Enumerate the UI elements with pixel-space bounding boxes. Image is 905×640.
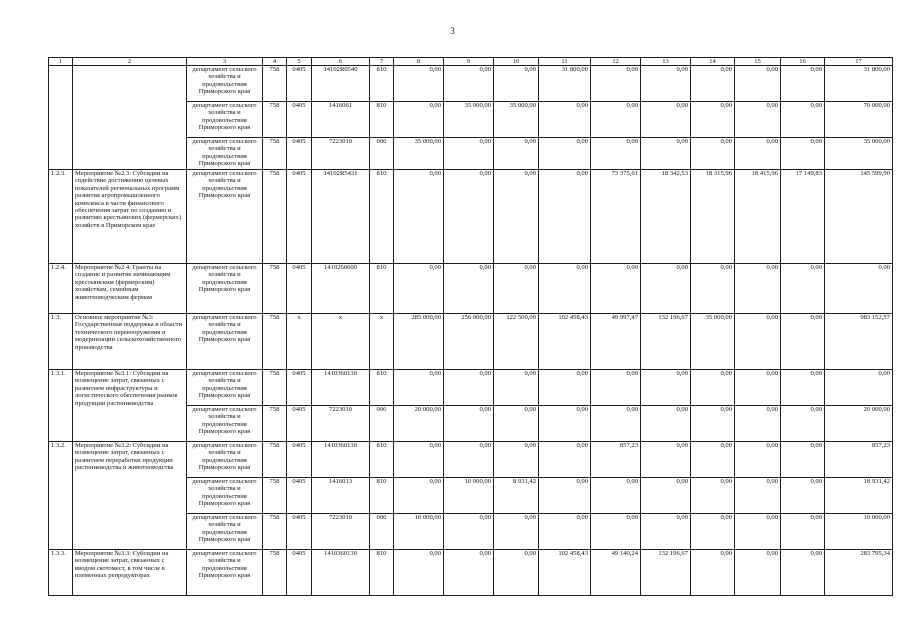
amount-cell: 0,00 [539, 514, 591, 550]
amount-cell: 8 931,42 [494, 478, 539, 514]
amount-cell: 49 140,24 [591, 550, 641, 596]
amount-cell: 10 000,00 [825, 514, 893, 550]
header-cell: 15 [735, 58, 781, 66]
amount-cell: 0,00 [691, 550, 735, 596]
amount-cell: 0,00 [494, 170, 539, 264]
amount-cell: 0,00 [781, 66, 825, 102]
header-cell: 2 [73, 58, 187, 66]
measure-name: Основное мероприятие №3: Государственная поддержка в области технического перевооружения и модернизации сельскохозяйственного производства [73, 314, 187, 370]
budget-code-6: 7223010 [312, 406, 370, 442]
amount-cell: 0,00 [494, 442, 539, 478]
budget-code-6: 1416013 [312, 478, 370, 514]
department: департамент сельского хозяйства и продовольствия Приморского края [187, 442, 263, 478]
amount-cell: 0,00 [494, 406, 539, 442]
row-code: 1.3.1. [49, 370, 73, 442]
budget-code-5: 0405 [287, 102, 312, 138]
amount-cell: 0,00 [394, 442, 444, 478]
amount-cell: 0,00 [691, 66, 735, 102]
amount-cell: 0,00 [735, 138, 781, 170]
amount-cell: 0,00 [641, 406, 691, 442]
amount-cell: 102 458,43 [539, 314, 591, 370]
department: департамент сельского хозяйства и продовольствия Приморского края [187, 264, 263, 314]
budget-code-5: 0405 [287, 370, 312, 406]
amount-cell: 0,00 [444, 170, 494, 264]
amount-cell: 0,00 [494, 66, 539, 102]
amount-cell: 0,00 [735, 370, 781, 406]
budget-code-5: 0405 [287, 514, 312, 550]
header-cell: 9 [444, 58, 494, 66]
budget-code-4: 758 [263, 170, 287, 264]
measure-name: Мероприятие №2.3: Субсидии на содействие достижению целевых показателей региональных программ развития агропромышленного комплекса в части финансового обеспечения затрат по созданию и развитию крестьянских (фермерских) хозяйств в Приморском крае [73, 170, 187, 264]
table-row [49, 314, 893, 370]
amount-cell: 0,00 [591, 138, 641, 170]
header-cell: 13 [641, 58, 691, 66]
budget-code-6: 1410360130 [312, 550, 370, 596]
budget-code-5: 0405 [287, 406, 312, 442]
amount-cell: 10 000,00 [394, 514, 444, 550]
header-cell: 12 [591, 58, 641, 66]
amount-cell: 0,00 [444, 370, 494, 406]
budget-code-7: 810 [370, 170, 394, 264]
measure-name: Мероприятие №3.2: Субсидии на возмещение затрат, связанных с развитием переработки продукции растениеводства и животноводства [73, 442, 187, 550]
amount-cell: 0,00 [825, 370, 893, 406]
budget-code-7: 810 [370, 550, 394, 596]
row-code: 1.2.3. [49, 170, 73, 264]
budget-code-7: 810 [370, 66, 394, 102]
measure-name: Мероприятие №2.4: Гранты на создание и развитие начинающим крестьянским (фермерским) хозяйствам, семейным животноводческим фермам [73, 264, 187, 314]
budget-table [48, 57, 893, 596]
amount-cell: 35 000,00 [394, 138, 444, 170]
amount-cell: 0,00 [641, 138, 691, 170]
amount-cell: 256 000,00 [444, 314, 494, 370]
budget-code-5: 0405 [287, 138, 312, 170]
amount-cell: 0,00 [591, 514, 641, 550]
amount-cell: 0,00 [494, 138, 539, 170]
amount-cell: 122 500,00 [494, 314, 539, 370]
department: департамент сельского хозяйства и продовольствия Приморского края [187, 66, 263, 102]
budget-code-7: 006 [370, 406, 394, 442]
row-code: 1.3. [49, 314, 73, 370]
amount-cell: 132 196,67 [641, 550, 691, 596]
amount-cell: 0,00 [444, 264, 494, 314]
header-cell: 8 [394, 58, 444, 66]
amount-cell: 0,00 [641, 102, 691, 138]
amount-cell: 0,00 [444, 138, 494, 170]
budget-code-7: 810 [370, 442, 394, 478]
amount-cell: 0,00 [494, 264, 539, 314]
amount-cell: 31 800,00 [539, 66, 591, 102]
amount-cell: 0,00 [735, 550, 781, 596]
amount-cell: 0,00 [691, 406, 735, 442]
header-cell: 3 [187, 58, 263, 66]
budget-code-7: 810 [370, 264, 394, 314]
amount-cell: 0,00 [444, 550, 494, 596]
amount-cell: 0,00 [539, 138, 591, 170]
amount-cell: 17 149,83 [781, 170, 825, 264]
amount-cell: 0,00 [735, 442, 781, 478]
department: департамент сельского хозяйства и продовольствия Приморского края [187, 314, 263, 370]
budget-code-6: 14102R0540 [312, 66, 370, 102]
amount-cell: 0,00 [641, 478, 691, 514]
amount-cell: 18 342,53 [641, 170, 691, 264]
budget-code-4: 758 [263, 138, 287, 170]
department: департамент сельского хозяйства и продовольствия Приморского края [187, 102, 263, 138]
amount-cell: 0,00 [781, 138, 825, 170]
amount-cell: 0,00 [735, 102, 781, 138]
amount-cell: 857,23 [825, 442, 893, 478]
amount-cell: 0,00 [591, 406, 641, 442]
amount-cell: 283 795,34 [825, 550, 893, 596]
amount-cell: 0,00 [539, 170, 591, 264]
amount-cell: 0,00 [444, 514, 494, 550]
amount-cell: 102 458,43 [539, 550, 591, 596]
amount-cell: 0,00 [781, 314, 825, 370]
amount-cell: 0,00 [539, 442, 591, 478]
budget-code-5: 0405 [287, 66, 312, 102]
table-body [49, 66, 893, 596]
budget-code-7: 810 [370, 102, 394, 138]
budget-code-4: 758 [263, 514, 287, 550]
header-cell: 10 [494, 58, 539, 66]
amount-cell: 49 997,47 [591, 314, 641, 370]
amount-cell: 0,00 [591, 370, 641, 406]
amount-cell: 0,00 [641, 264, 691, 314]
header-cell: 4 [263, 58, 287, 66]
amount-cell: 70 000,00 [825, 102, 893, 138]
table-row [49, 370, 893, 406]
budget-code-4: 758 [263, 406, 287, 442]
page-number: 3 [450, 26, 455, 36]
budget-code-7: 006 [370, 514, 394, 550]
budget-code-7: x [370, 314, 394, 370]
amount-cell: 0,00 [735, 406, 781, 442]
budget-code-4: 758 [263, 102, 287, 138]
amount-cell: 0,00 [735, 514, 781, 550]
header-cell: 1 [49, 58, 73, 66]
amount-cell: 0,00 [394, 170, 444, 264]
amount-cell: 0,00 [591, 478, 641, 514]
budget-code-7: 006 [370, 138, 394, 170]
amount-cell: 0,00 [735, 264, 781, 314]
amount-cell: 0,00 [394, 478, 444, 514]
amount-cell: 0,00 [691, 370, 735, 406]
department: департамент сельского хозяйства и продовольствия Приморского края [187, 170, 263, 264]
table-row [49, 170, 893, 264]
amount-cell: 0,00 [781, 550, 825, 596]
amount-cell: 18 931,42 [825, 478, 893, 514]
amount-cell: 0,00 [641, 514, 691, 550]
budget-code-7: 810 [370, 370, 394, 406]
table-row [49, 550, 893, 596]
measure-name: Мероприятие №3.3: Субсидии на возмещение затрат, связанных с вводом скотомест, в том числе в племенных репродукторах [73, 550, 187, 596]
measure-name: Мероприятие №3.1: Субсидии на возмещение затрат, связанных с развитием инфраструктуры и логистического обеспечения рынков продукции растениеводства [73, 370, 187, 442]
budget-code-4: 758 [263, 478, 287, 514]
amount-cell: 18 315,96 [691, 170, 735, 264]
header-cell: 16 [781, 58, 825, 66]
amount-cell: 0,00 [591, 66, 641, 102]
amount-cell: 0,00 [735, 66, 781, 102]
amount-cell: 10 000,00 [444, 478, 494, 514]
budget-code-6: 7223010 [312, 138, 370, 170]
table-row [49, 442, 893, 478]
amount-cell: 0,00 [691, 138, 735, 170]
budget-code-5: x [287, 314, 312, 370]
amount-cell: 0,00 [394, 370, 444, 406]
amount-cell: 0,00 [591, 264, 641, 314]
amount-cell: 20 000,00 [394, 406, 444, 442]
department: департамент сельского хозяйства и продовольствия Приморского края [187, 138, 263, 170]
amount-cell: 35 000,00 [691, 314, 735, 370]
amount-cell: 35 000,00 [825, 138, 893, 170]
amount-cell: 0,00 [781, 514, 825, 550]
department: департамент сельского хозяйства и продовольствия Приморского края [187, 478, 263, 514]
amount-cell: 0,00 [444, 442, 494, 478]
budget-code-7: 810 [370, 478, 394, 514]
budget-code-5: 0405 [287, 264, 312, 314]
amount-cell: 0,00 [781, 406, 825, 442]
department: департамент сельского хозяйства и продовольствия Приморского края [187, 514, 263, 550]
budget-code-6: 1410360130 [312, 442, 370, 478]
header-row [49, 58, 893, 66]
amount-cell: 0,00 [539, 102, 591, 138]
amount-cell: 285 000,00 [394, 314, 444, 370]
amount-cell: 0,00 [494, 550, 539, 596]
amount-cell: 0,00 [394, 66, 444, 102]
budget-code-4: 758 [263, 442, 287, 478]
measure-name [73, 66, 187, 170]
amount-cell: 35 000,00 [444, 102, 494, 138]
amount-cell: 0,00 [691, 442, 735, 478]
amount-cell: 0,00 [641, 370, 691, 406]
budget-code-4: 758 [263, 66, 287, 102]
budget-code-4: 758 [263, 314, 287, 370]
budget-code-5: 0405 [287, 442, 312, 478]
amount-cell: 0,00 [394, 102, 444, 138]
department: департамент сельского хозяйства и продовольствия Приморского края [187, 406, 263, 442]
header-cell: 7 [370, 58, 394, 66]
table-row [49, 264, 893, 314]
amount-cell: 0,00 [641, 442, 691, 478]
budget-code-5: 0405 [287, 550, 312, 596]
amount-cell: 0,00 [494, 514, 539, 550]
budget-code-4: 758 [263, 550, 287, 596]
amount-cell: 0,00 [641, 66, 691, 102]
budget-code-4: 758 [263, 264, 287, 314]
budget-code-6: 1416061 [312, 102, 370, 138]
amount-cell: 0,00 [539, 370, 591, 406]
header-cell: 6 [312, 58, 370, 66]
budget-code-6: 1410360130 [312, 370, 370, 406]
amount-cell: 132 196,67 [641, 314, 691, 370]
amount-cell: 0,00 [735, 314, 781, 370]
amount-cell: 0,00 [691, 514, 735, 550]
amount-cell: 0,00 [394, 550, 444, 596]
amount-cell: 0,00 [735, 478, 781, 514]
row-code: 1.3.2. [49, 442, 73, 550]
amount-cell: 857,23 [591, 442, 641, 478]
header-cell: 17 [825, 58, 893, 66]
amount-cell: 0,00 [494, 370, 539, 406]
amount-cell: 0,00 [691, 478, 735, 514]
table-row [49, 66, 893, 102]
amount-cell: 145 599,90 [825, 170, 893, 264]
amount-cell: 0,00 [781, 442, 825, 478]
budget-code-6: x [312, 314, 370, 370]
budget-code-6: 14102R5431 [312, 170, 370, 264]
amount-cell: 35 000,00 [494, 102, 539, 138]
row-code: 1.3.3. [49, 550, 73, 596]
amount-cell: 73 375,61 [591, 170, 641, 264]
amount-cell: 20 000,00 [825, 406, 893, 442]
row-code: 1.2.4. [49, 264, 73, 314]
amount-cell: 0,00 [691, 102, 735, 138]
amount-cell: 0,00 [825, 264, 893, 314]
row-code [49, 66, 73, 170]
amount-cell: 0,00 [591, 102, 641, 138]
amount-cell: 983 152,57 [825, 314, 893, 370]
amount-cell: 31 800,00 [825, 66, 893, 102]
amount-cell: 0,00 [444, 406, 494, 442]
budget-code-4: 758 [263, 370, 287, 406]
budget-code-6: 7223010 [312, 514, 370, 550]
amount-cell: 0,00 [539, 478, 591, 514]
budget-code-6: 1410260600 [312, 264, 370, 314]
budget-code-5: 0405 [287, 478, 312, 514]
amount-cell: 0,00 [781, 478, 825, 514]
amount-cell: 0,00 [444, 66, 494, 102]
amount-cell: 0,00 [539, 264, 591, 314]
amount-cell: 0,00 [691, 264, 735, 314]
budget-code-5: 0405 [287, 170, 312, 264]
amount-cell: 0,00 [781, 370, 825, 406]
header-cell: 14 [691, 58, 735, 66]
amount-cell: 18 415,96 [735, 170, 781, 264]
header-cell: 11 [539, 58, 591, 66]
header-cell: 5 [287, 58, 312, 66]
department: департамент сельского хозяйства и продовольствия Приморского края [187, 550, 263, 596]
department: департамент сельского хозяйства и продовольствия Приморского края [187, 370, 263, 406]
amount-cell: 0,00 [781, 264, 825, 314]
amount-cell: 0,00 [394, 264, 444, 314]
amount-cell: 0,00 [781, 102, 825, 138]
amount-cell: 0,00 [539, 406, 591, 442]
